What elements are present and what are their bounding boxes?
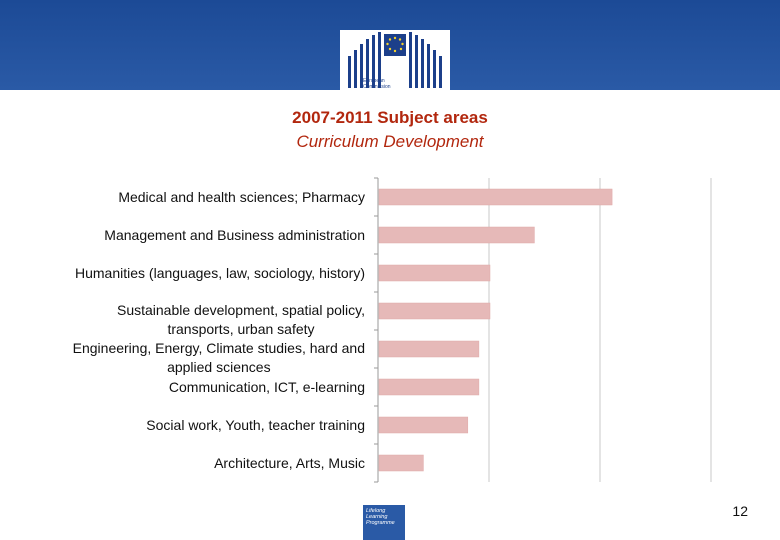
category-label-line: transports, urban safety	[167, 320, 315, 337]
llp-logo-text: Lifelong Learning Programme	[366, 508, 395, 526]
category-label	[117, 301, 365, 339]
bar	[379, 265, 490, 281]
category-label-line: Communication, ICT, e-learning	[168, 378, 365, 395]
category-label-line: Humanities (languages, law, sociology, history)	[75, 264, 365, 281]
category-label	[146, 416, 365, 435]
slide-title: 2007-2011 Subject areas	[292, 108, 488, 127]
bar	[379, 379, 479, 395]
category-label-line: Architecture, Arts, Music	[214, 454, 365, 471]
bar	[379, 341, 479, 357]
category-label	[104, 226, 365, 245]
category-label	[73, 339, 365, 377]
bar	[379, 227, 534, 243]
bar	[379, 417, 468, 433]
category-label-line: Engineering, Energy, Climate studies, hard and	[72, 339, 365, 356]
slide-subtitle: Curriculum Development	[296, 132, 484, 151]
category-label	[118, 188, 365, 207]
category-label-line: Social work, Youth, teacher training	[146, 416, 365, 433]
bar	[379, 303, 490, 319]
category-label-line: applied sciences	[167, 358, 271, 375]
category-label	[75, 264, 365, 283]
category-label-line: Management and Business administration	[104, 226, 365, 243]
category-label-line: Sustainable development, spatial policy,	[116, 301, 365, 318]
page-number: 12	[732, 503, 748, 519]
category-label	[169, 378, 365, 397]
category-label	[214, 454, 365, 473]
bar	[379, 455, 423, 471]
category-label-line: Medical and health sciences; Pharmacy	[118, 188, 365, 205]
logo-caption: European Commission	[363, 78, 391, 90]
bar	[379, 189, 612, 205]
